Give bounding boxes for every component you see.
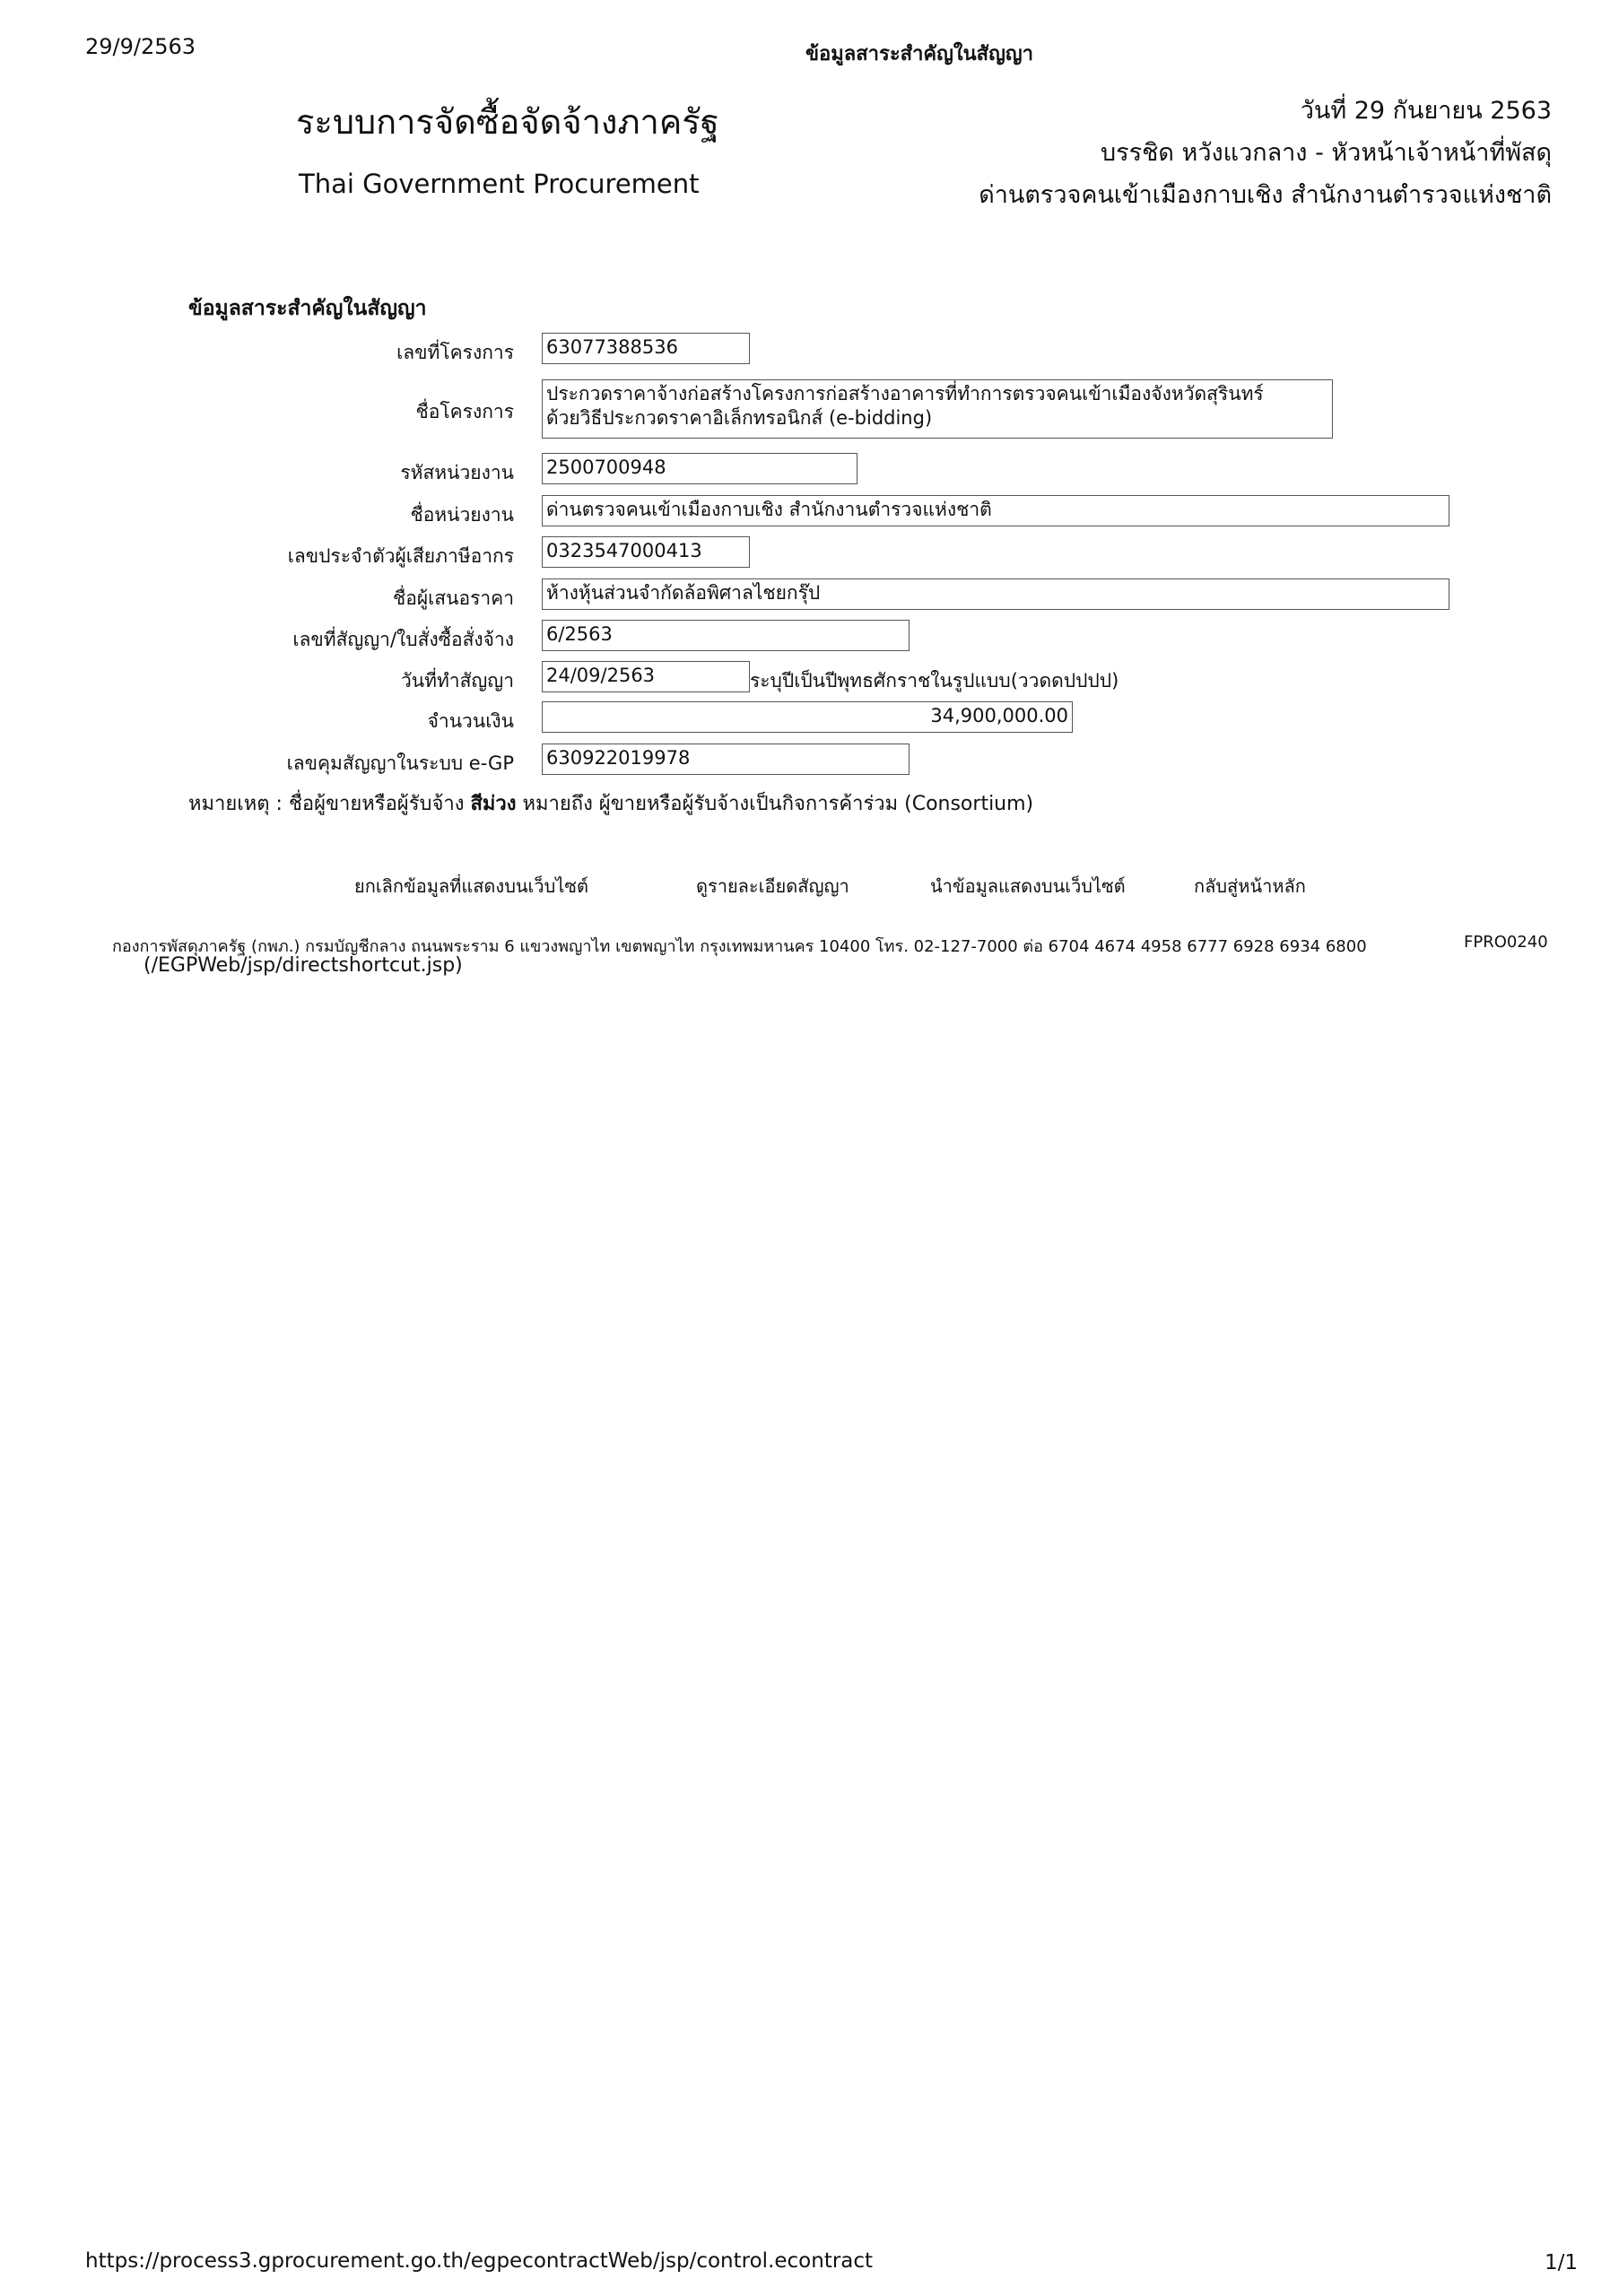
- user-agency: ด่านตรวจคนเข้าเมืองกาบเชิง สำนักงานตำรวจแห่งชาติ: [979, 181, 1552, 209]
- footer-shortcut-link[interactable]: (/EGPWeb/jsp/directshortcut.jsp): [144, 954, 463, 977]
- agency-name-label: ชื่อหน่วยงาน: [410, 504, 514, 526]
- agency-code-label: รหัสหน่วยงาน: [400, 462, 514, 483]
- contract-no-field[interactable]: 6/2563: [542, 620, 910, 651]
- print-page-title: ข้อมูลสาระสำคัญในสัญญา: [805, 43, 1033, 65]
- action-bar: [0, 872, 1619, 899]
- footer-page-code: FPRO0240: [1464, 933, 1548, 952]
- contract-no-label: เลขที่สัญญา/ใบสั่งซื้อสั่งจ้าง: [292, 629, 514, 650]
- contract-date-label: วันที่ทำสัญญา: [400, 670, 514, 691]
- egp-no-label: เลขคุมสัญญาในระบบ e-GP: [286, 752, 514, 774]
- print-page-number: 1/1: [1545, 2251, 1579, 2274]
- amount-field[interactable]: 34,900,000.00: [542, 701, 1073, 733]
- remark-highlight: สีม่วง: [470, 793, 517, 815]
- remark-prefix: หมายเหตุ : ชื่อผู้ขายหรือผู้รับจ้าง: [188, 793, 465, 815]
- tax-id-label: เลขประจำตัวผู้เสียภาษีอากร: [287, 545, 514, 567]
- contract-date-format-note: ระบุปีเป็นปีพุทธศักราชในรูปแบบ(ววดดปปปป): [750, 670, 1119, 691]
- user-info-block: [979, 90, 1552, 216]
- system-title: ระบบการจัดซื้อจัดจ้างภาครัฐ: [296, 102, 719, 142]
- back-to-home-button[interactable]: กลับสู่หน้าหลัก: [1194, 875, 1306, 897]
- section-title: ข้อมูลสาระสำคัญในสัญญา: [188, 297, 427, 320]
- view-contract-detail-button[interactable]: ดูรายละเอียดสัญญา: [696, 875, 849, 897]
- bidder-name-field[interactable]: ห้างหุ้นส่วนจำกัดล้อพิศาลไชยกรุ๊ป: [542, 578, 1449, 610]
- amount-label: จำนวนเงิน: [427, 710, 514, 732]
- print-date: 29/9/2563: [85, 34, 196, 59]
- system-subtitle: Thai Government Procurement: [299, 169, 700, 199]
- current-date: วันที่ 29 กันยายน 2563: [1300, 97, 1552, 125]
- egp-no-field[interactable]: 630922019978: [542, 744, 910, 775]
- footer-address: กองการพัสดุภาครัฐ (กพภ.) กรมบัญชีกลาง ถนนพระราม 6 แขวงพญาไท เขตพญาไท กรุงเทพมหานคร 10400 โทร. 02-127-7000 ต่อ 6704 4674 4958 6777 6928 6934 6800: [112, 937, 1367, 956]
- consortium-remark: [188, 787, 1033, 819]
- project-no-field[interactable]: 63077388536: [542, 333, 750, 364]
- remark-suffix: หมายถึง ผู้ขายหรือผู้รับจ้างเป็นกิจการค้าร่วม (Consortium): [522, 793, 1034, 815]
- print-page-url: https://process3.gprocurement.go.th/egpecontractWeb/jsp/control.econtract: [85, 2249, 874, 2273]
- cancel-display-button[interactable]: ยกเลิกข้อมูลที่แสดงบนเว็บไซต์: [354, 875, 588, 897]
- agency-code-field[interactable]: 2500700948: [542, 453, 857, 484]
- tax-id-field[interactable]: 0323547000413: [542, 536, 750, 568]
- project-no-label: เลขที่โครงการ: [396, 342, 514, 363]
- project-name-field[interactable]: [542, 379, 1333, 439]
- bidder-name-label: ชื่อผู้เสนอราคา: [392, 587, 514, 609]
- project-name-line-1: ประกวดราคาจ้างก่อสร้างโครงการก่อสร้างอาคารที่ทำการตรวจคนเข้าเมืองจังหวัดสุรินทร์: [546, 383, 1264, 404]
- project-name-line-2: ด้วยวิธีประกวดราคาอิเล็กทรอนิกส์ (e-bidding): [546, 407, 933, 429]
- project-name-label: ชื่อโครงการ: [415, 401, 514, 422]
- user-name-role: บรรชิด หวังแวกลาง - หัวหน้าเจ้าหน้าที่พัสดุ: [1100, 139, 1552, 167]
- agency-name-field[interactable]: ด่านตรวจคนเข้าเมืองกาบเชิง สำนักงานตำรวจแห่งชาติ: [542, 495, 1449, 526]
- publish-to-website-button[interactable]: นำข้อมูลแสดงบนเว็บไซต์: [930, 875, 1126, 897]
- contract-date-field[interactable]: 24/09/2563: [542, 661, 750, 692]
